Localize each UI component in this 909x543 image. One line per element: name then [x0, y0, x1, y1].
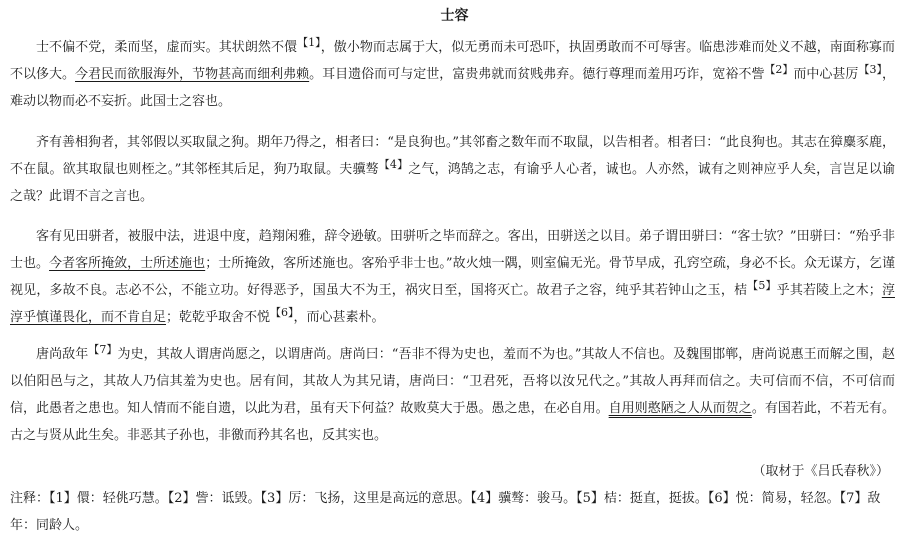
paragraph-4 — [10, 341, 895, 449]
text-segment: 齐有善相狗者，其邻假以买取鼠之狗。期年乃得之，相者曰：“是良狗也。”其邻畜之数年而不取鼠，以告相者。相者曰：“此良狗也。其志在獐麋豕鹿，不在鼠。欲其取鼠也则桎之。”其邻桎其后足，狗乃取鼠。夫骥骜 — [10, 135, 895, 177]
document-title: 士容 — [440, 8, 469, 24]
source-citation: （取材于《吕氏春秋》） — [752, 464, 889, 479]
text-segment: 唐尚敌年 — [36, 347, 89, 362]
annotations: 注释：【1】儇：轻佻巧慧。【2】訾：诋毁。【3】厉：飞扬，这里是高远的意思。【4】骥骜：骏马。【5】桔：挺直，挺拔。【6】悦：简易，轻忽。【7】敌年：同龄人。 — [10, 491, 881, 533]
text-segment: 之气，鸿鹄之志，有谕乎人心者，诚也。人亦然，诚有之则神应乎人矣，言岂足以谕之哉？此谓不言之言也。 — [10, 162, 895, 204]
note-ref-2: 【2】 — [764, 63, 794, 76]
underlined-sentence-1: 今君民而欲服海外，节物甚高而细利弗赖 — [75, 67, 310, 82]
note-ref-7: 【7】 — [88, 343, 118, 356]
paragraph-1 — [10, 34, 895, 115]
text-segment: 为史，其故人谓唐尚愿之，以谓唐尚。唐尚曰：“吾非不得为史也，羞而不为也。”其故人不信也。及魏围邯郸，唐尚说惠王而解之围，赵以伯阳邑与之，其故人乃信其羞为史也。居有间，其故人为其兄请，唐尚曰：“卫君死，吾将以汝兄代之。”其故人再拜而信之。夫可信而不信，不可信而信，此愚者之患也。知人情而不能自遗，以此为君，虽有天下何益？故败莫大于愚。愚之患，在必自用。 — [10, 347, 895, 416]
note-ref-1: 【1】 — [297, 36, 321, 49]
paragraph-3 — [10, 223, 895, 331]
text-segment: ；士所掩敛，客所述施也。客殆乎非士也。”故火烛一隅，则室偏无光。骨节早成，孔窍空疏，身必不长。众无谋方，乞谨视见，多故不良。志必不公，不能立功。好得恶予，国虽大不为王，祸灾日至，国将灭亡。故君子之容，纯乎其若钟山之玉，桔 — [10, 256, 895, 298]
text-segment: 而中心甚厉 — [793, 67, 859, 82]
double-underlined-sentence: 自用则憨陋之人从而贺之 — [608, 401, 752, 416]
underlined-sentence-3: 淳淳乎慎谨畏化，而不肯自足 — [10, 283, 895, 325]
text-segment: ，傲小物而志属于大，似无勇而未可恐吓，执固勇敢而不可辱害。临患涉难而处义不越，南面称寡而不以侈大。 — [10, 40, 895, 82]
text-segment: 乎其若陵上之木； — [776, 283, 882, 298]
text-segment: 。耳目遗俗而可与定世，富贵弗就而贫贱弗弃。德行尊理而羞用巧诈，宽裕不訾 — [309, 67, 765, 82]
text-segment: 。有国若此，不若无有。古之与贤从此生矣。非恶其子孙也，非徼而矜其名也，反其实也。 — [10, 401, 895, 443]
note-ref-3: 【3】 — [858, 63, 882, 76]
note-ref-5: 【5】 — [747, 279, 777, 292]
text-segment: ；乾乾乎取舍不悦 — [166, 310, 271, 325]
underlined-sentence-2: 今者客所掩敛，士所述施也 — [49, 256, 206, 271]
text-segment: ，难动以物而必不妄折。此国士之容也。 — [10, 67, 895, 109]
note-ref-6: 【6】 — [270, 306, 294, 319]
text-segment: 士不偏不党，柔而坚，虚而实。其状朗然不儇 — [36, 40, 298, 55]
note-ref-4: 【4】 — [378, 158, 409, 171]
text-segment: 客有见田骈者，被服中法，进退中度，趋翔闲雅，辞令逊敏。田骈听之毕而辞之。客出，田骈送之以目。弟子谓田骈曰：“客士欤？”田骈曰：“殆乎非士也。 — [10, 229, 895, 271]
text-segment: ，而心甚素朴。 — [293, 310, 385, 325]
paragraph-2 — [10, 129, 895, 210]
